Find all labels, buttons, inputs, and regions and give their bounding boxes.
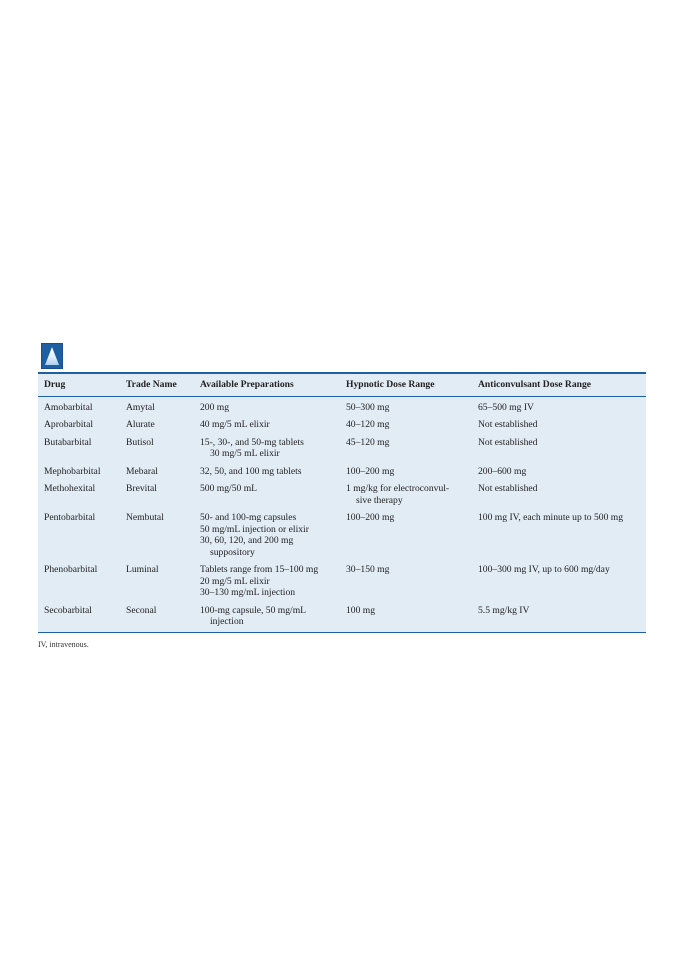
table-row [38, 396, 646, 416]
hypnotic-line: 100 mg [346, 604, 376, 616]
cell-trade-name: Luminal [126, 564, 159, 575]
cell-drug: Methohexital [44, 483, 96, 494]
preparation-line: 100-mg capsule, 50 mg/mL [200, 604, 307, 616]
cell-preparations [194, 480, 340, 509]
hypnotic-line: 45–120 mg [346, 436, 390, 448]
table-row [38, 434, 646, 463]
preparation-line: 15-, 30-, and 50-mg tablets [200, 436, 304, 448]
header-hypnotic-dose-range: Hypnotic Dose Range [340, 374, 472, 396]
cell-drug: Aprobarbital [44, 419, 94, 430]
preparation-line: 32, 50, and 100 mg tablets [200, 465, 302, 477]
cell-hypnotic [340, 434, 472, 463]
table-body [38, 396, 646, 632]
cell-trade-name: Brevital [126, 483, 157, 494]
table-marker-highlight [45, 347, 59, 365]
cell-preparations [194, 509, 340, 561]
cell-preparations [194, 396, 340, 416]
header-available-preparations: Available Preparations [194, 374, 340, 396]
preparation-line: 20 mg/5 mL elixir [200, 575, 270, 587]
barbiturate-table [38, 372, 646, 633]
cell-drug: Butabarbital [44, 436, 92, 448]
hypnotic-line: 50–300 mg [346, 401, 390, 413]
preparation-line: 500 mg/50 mL [200, 483, 258, 494]
cell-drug: Secobarbital [44, 604, 92, 616]
table-row [38, 561, 646, 602]
cell-hypnotic [340, 480, 472, 509]
cell-preparations [194, 416, 340, 434]
preparation-line: 30–130 mg/mL injection [200, 587, 296, 598]
cell-anticonvulsant: 65–500 mg IV [478, 401, 534, 413]
cell-preparations [194, 602, 340, 632]
cell-trade-name: Alurate [126, 419, 155, 430]
preparation-line: Tablets range from 15–100 mg [200, 564, 319, 575]
preparation-line: 50- and 100-mg capsules [200, 512, 297, 523]
cell-hypnotic [340, 396, 472, 416]
table-row [38, 480, 646, 509]
cell-drug: Amobarbital [44, 401, 93, 413]
header-trade-name: Trade Name [120, 374, 194, 396]
preparation-line: 40 mg/5 mL elixir [200, 419, 270, 430]
hypnotic-line: 100–200 mg [346, 465, 395, 477]
table-header [38, 374, 646, 396]
cell-drug: Pentobarbital [44, 512, 96, 523]
table-footnote: IV, intravenous. [38, 640, 89, 649]
cell-preparations [194, 561, 340, 602]
table-row [38, 416, 646, 434]
preparation-line: suppository [210, 546, 255, 558]
cell-anticonvulsant: 100–300 mg IV, up to 600 mg/day [478, 564, 610, 575]
cell-trade-name: Butisol [126, 436, 154, 448]
hypnotic-line: 1 mg/kg for electroconvul- [346, 483, 450, 494]
hypnotic-line: 30–150 mg [346, 564, 390, 575]
barbiturate-table-grid [38, 374, 646, 632]
cell-preparations [194, 434, 340, 463]
table-row [38, 463, 646, 481]
preparation-line: injection [210, 616, 244, 627]
hypnotic-line: 100–200 mg [346, 512, 395, 523]
cell-drug: Mephobarbital [44, 465, 101, 477]
cell-hypnotic [340, 463, 472, 481]
header-row [38, 374, 646, 396]
cell-hypnotic [340, 561, 472, 602]
table-row [38, 509, 646, 561]
cell-trade-name: Amytal [126, 401, 155, 413]
preparation-line: 50 mg/mL injection or elixir [200, 523, 309, 535]
header-drug: Drug [38, 374, 120, 396]
cell-anticonvulsant: 200–600 mg [478, 465, 527, 477]
cell-trade-name: Seconal [126, 604, 157, 616]
hypnotic-line: sive therapy [356, 494, 403, 506]
preparation-line: 30, 60, 120, and 200 mg [200, 535, 294, 546]
cell-anticonvulsant: 100 mg IV, each minute up to 500 mg [478, 512, 624, 523]
cell-hypnotic [340, 509, 472, 561]
table-marker-icon [41, 343, 63, 369]
cell-trade-name: Mebaral [126, 465, 158, 477]
cell-anticonvulsant: Not established [478, 419, 538, 430]
hypnotic-line: 40–120 mg [346, 419, 390, 430]
cell-hypnotic [340, 602, 472, 632]
cell-trade-name: Nembutal [126, 512, 164, 523]
cell-hypnotic [340, 416, 472, 434]
cell-anticonvulsant: 5.5 mg/kg IV [478, 604, 530, 616]
preparation-line: 30 mg/5 mL elixir [210, 448, 280, 459]
header-anticonvulsant-dose-range: Anticonvulsant Dose Range [472, 374, 646, 396]
cell-drug: Phenobarbital [44, 564, 98, 575]
cell-anticonvulsant: Not established [478, 436, 538, 448]
cell-preparations [194, 463, 340, 481]
preparation-line: 200 mg [200, 401, 230, 413]
table-row [38, 602, 646, 632]
cell-anticonvulsant: Not established [478, 483, 538, 494]
